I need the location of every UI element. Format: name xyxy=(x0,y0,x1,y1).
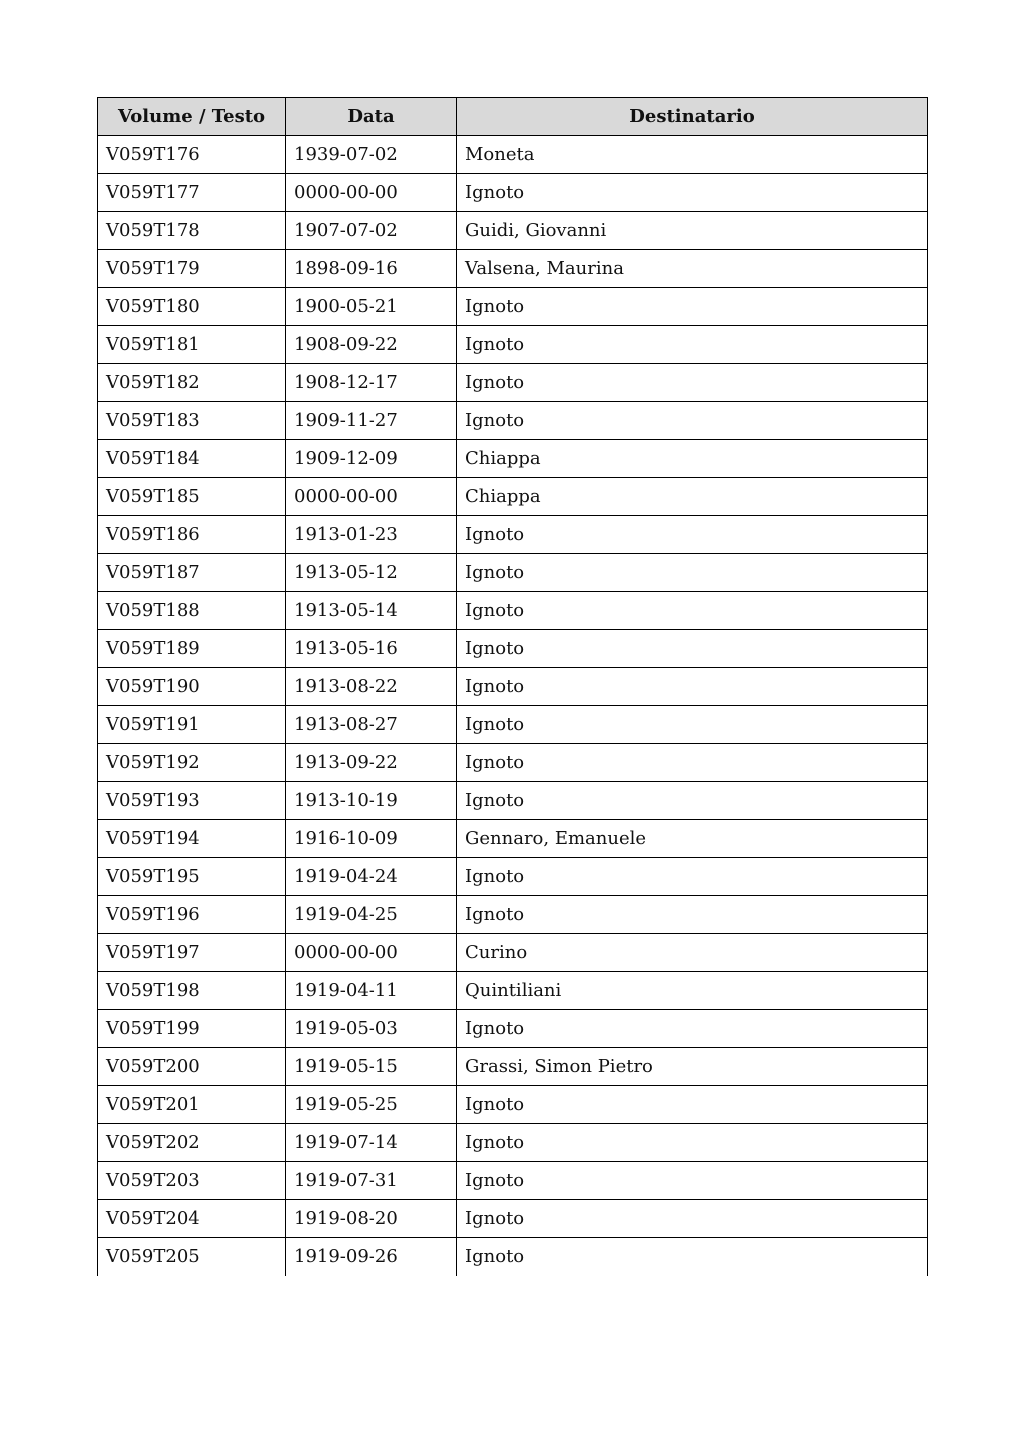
cell-destinatario: Ignoto xyxy=(457,364,928,402)
cell-destinatario: Ignoto xyxy=(457,288,928,326)
cell-data: 1909-11-27 xyxy=(286,402,457,440)
table-row xyxy=(98,668,928,706)
header-data: Data xyxy=(286,98,457,136)
table-row xyxy=(98,592,928,630)
cell-data: 1919-05-25 xyxy=(286,1086,457,1124)
cell-destinatario: Ignoto xyxy=(457,858,928,896)
cell-volume-testo: V059T180 xyxy=(98,288,286,326)
cell-destinatario: Ignoto xyxy=(457,1010,928,1048)
table-row xyxy=(98,972,928,1010)
cell-data: 1919-07-31 xyxy=(286,1162,457,1200)
cell-data: 1919-08-20 xyxy=(286,1200,457,1238)
cell-destinatario: Moneta xyxy=(457,136,928,174)
cell-data: 1908-09-22 xyxy=(286,326,457,364)
cell-destinatario: Ignoto xyxy=(457,782,928,820)
table-row xyxy=(98,820,928,858)
table-row xyxy=(98,478,928,516)
cell-data: 1919-05-03 xyxy=(286,1010,457,1048)
cell-destinatario: Ignoto xyxy=(457,1200,928,1238)
cell-data: 1913-10-19 xyxy=(286,782,457,820)
cell-destinatario: Ignoto xyxy=(457,174,928,212)
table-row xyxy=(98,1124,928,1162)
cell-volume-testo: V059T178 xyxy=(98,212,286,250)
cell-destinatario: Ignoto xyxy=(457,706,928,744)
header-row xyxy=(98,98,928,136)
cell-volume-testo: V059T186 xyxy=(98,516,286,554)
cell-volume-testo: V059T188 xyxy=(98,592,286,630)
cell-data: 1919-04-24 xyxy=(286,858,457,896)
cell-destinatario: Chiappa xyxy=(457,478,928,516)
table-row xyxy=(98,1238,928,1276)
table-header xyxy=(98,98,928,136)
cell-volume-testo: V059T187 xyxy=(98,554,286,592)
cell-destinatario: Curino xyxy=(457,934,928,972)
cell-data: 1913-09-22 xyxy=(286,744,457,782)
cell-volume-testo: V059T179 xyxy=(98,250,286,288)
cell-volume-testo: V059T181 xyxy=(98,326,286,364)
cell-volume-testo: V059T197 xyxy=(98,934,286,972)
table-body xyxy=(98,136,928,1276)
cell-data: 0000-00-00 xyxy=(286,174,457,212)
table-row xyxy=(98,250,928,288)
cell-volume-testo: V059T200 xyxy=(98,1048,286,1086)
cell-destinatario: Ignoto xyxy=(457,668,928,706)
cell-destinatario: Grassi, Simon Pietro xyxy=(457,1048,928,1086)
table-row xyxy=(98,174,928,212)
cell-destinatario: Ignoto xyxy=(457,402,928,440)
cell-volume-testo: V059T204 xyxy=(98,1200,286,1238)
header-destinatario: Destinatario xyxy=(457,98,928,136)
cell-volume-testo: V059T196 xyxy=(98,896,286,934)
cell-data: 1908-12-17 xyxy=(286,364,457,402)
table-row xyxy=(98,212,928,250)
cell-data: 0000-00-00 xyxy=(286,478,457,516)
table-row xyxy=(98,1162,928,1200)
cell-destinatario: Ignoto xyxy=(457,554,928,592)
cell-destinatario: Ignoto xyxy=(457,1086,928,1124)
document-page xyxy=(97,97,927,1276)
cell-data: 1919-04-11 xyxy=(286,972,457,1010)
table-row xyxy=(98,1200,928,1238)
cell-data: 1919-07-14 xyxy=(286,1124,457,1162)
cell-volume-testo: V059T194 xyxy=(98,820,286,858)
cell-volume-testo: V059T203 xyxy=(98,1162,286,1200)
cell-volume-testo: V059T185 xyxy=(98,478,286,516)
table-row xyxy=(98,1048,928,1086)
cell-data: 0000-00-00 xyxy=(286,934,457,972)
cell-data: 1939-07-02 xyxy=(286,136,457,174)
table-row xyxy=(98,554,928,592)
table-row xyxy=(98,858,928,896)
cell-data: 1913-05-14 xyxy=(286,592,457,630)
cell-volume-testo: V059T201 xyxy=(98,1086,286,1124)
table-row xyxy=(98,934,928,972)
cell-data: 1898-09-16 xyxy=(286,250,457,288)
table-row xyxy=(98,402,928,440)
cell-destinatario: Ignoto xyxy=(457,1238,928,1276)
cell-volume-testo: V059T190 xyxy=(98,668,286,706)
cell-volume-testo: V059T191 xyxy=(98,706,286,744)
cell-volume-testo: V059T202 xyxy=(98,1124,286,1162)
cell-destinatario: Ignoto xyxy=(457,326,928,364)
cell-destinatario: Ignoto xyxy=(457,592,928,630)
header-volume-testo: Volume / Testo xyxy=(98,98,286,136)
table-row xyxy=(98,364,928,402)
cell-volume-testo: V059T184 xyxy=(98,440,286,478)
cell-data: 1913-05-16 xyxy=(286,630,457,668)
cell-data: 1913-01-23 xyxy=(286,516,457,554)
cell-data: 1913-05-12 xyxy=(286,554,457,592)
cell-volume-testo: V059T176 xyxy=(98,136,286,174)
table-row xyxy=(98,326,928,364)
cell-data: 1919-09-26 xyxy=(286,1238,457,1276)
table-row xyxy=(98,1010,928,1048)
cell-data: 1913-08-27 xyxy=(286,706,457,744)
table-row xyxy=(98,706,928,744)
table-row xyxy=(98,630,928,668)
cell-data: 1907-07-02 xyxy=(286,212,457,250)
cell-destinatario: Quintiliani xyxy=(457,972,928,1010)
table-row xyxy=(98,896,928,934)
cell-data: 1916-10-09 xyxy=(286,820,457,858)
cell-volume-testo: V059T205 xyxy=(98,1238,286,1276)
letters-table xyxy=(97,97,928,1276)
table-row xyxy=(98,440,928,478)
cell-volume-testo: V059T183 xyxy=(98,402,286,440)
table-row xyxy=(98,516,928,554)
cell-volume-testo: V059T199 xyxy=(98,1010,286,1048)
cell-volume-testo: V059T189 xyxy=(98,630,286,668)
table-row xyxy=(98,1086,928,1124)
table-row xyxy=(98,744,928,782)
cell-data: 1909-12-09 xyxy=(286,440,457,478)
cell-destinatario: Guidi, Giovanni xyxy=(457,212,928,250)
table-row xyxy=(98,288,928,326)
cell-volume-testo: V059T192 xyxy=(98,744,286,782)
cell-destinatario: Ignoto xyxy=(457,516,928,554)
cell-destinatario: Valsena, Maurina xyxy=(457,250,928,288)
table-row xyxy=(98,136,928,174)
cell-destinatario: Ignoto xyxy=(457,744,928,782)
cell-volume-testo: V059T198 xyxy=(98,972,286,1010)
cell-destinatario: Ignoto xyxy=(457,630,928,668)
cell-destinatario: Gennaro, Emanuele xyxy=(457,820,928,858)
cell-data: 1900-05-21 xyxy=(286,288,457,326)
cell-volume-testo: V059T182 xyxy=(98,364,286,402)
cell-data: 1913-08-22 xyxy=(286,668,457,706)
cell-data: 1919-05-15 xyxy=(286,1048,457,1086)
cell-volume-testo: V059T177 xyxy=(98,174,286,212)
table-row xyxy=(98,782,928,820)
cell-destinatario: Ignoto xyxy=(457,1124,928,1162)
cell-volume-testo: V059T195 xyxy=(98,858,286,896)
cell-volume-testo: V059T193 xyxy=(98,782,286,820)
cell-destinatario: Ignoto xyxy=(457,896,928,934)
cell-destinatario: Ignoto xyxy=(457,1162,928,1200)
cell-destinatario: Chiappa xyxy=(457,440,928,478)
cell-data: 1919-04-25 xyxy=(286,896,457,934)
